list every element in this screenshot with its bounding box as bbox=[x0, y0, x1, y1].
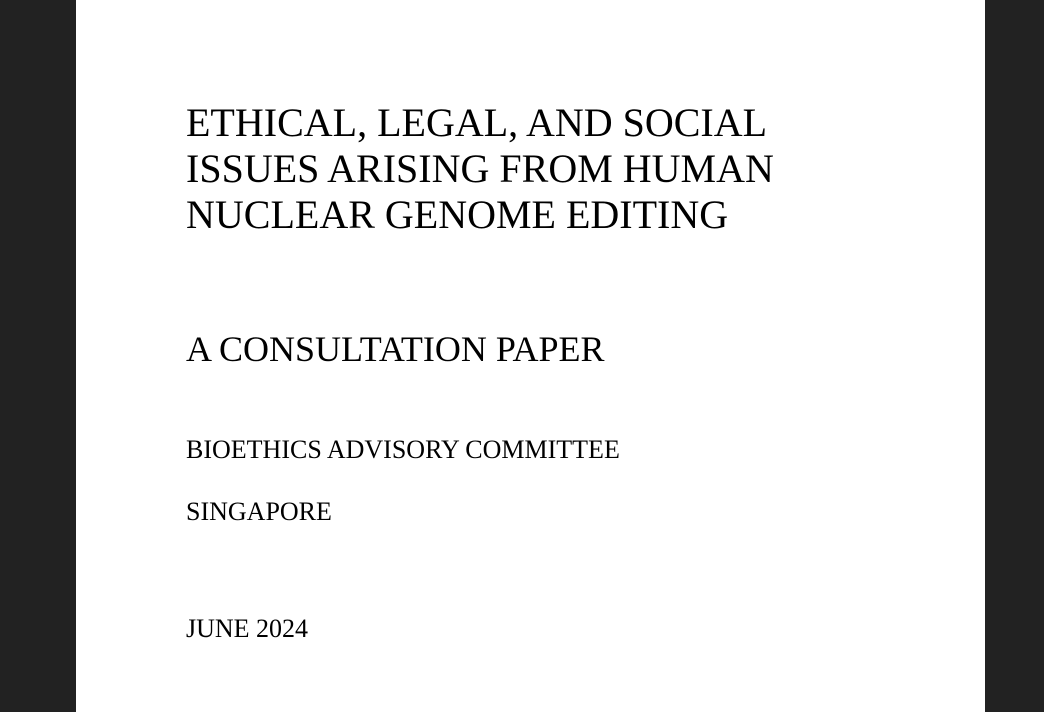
organization-name: BIOETHICS ADVISORY COMMITTEE bbox=[186, 435, 620, 464]
document-title bbox=[186, 100, 774, 238]
document-page[interactable] bbox=[76, 0, 985, 712]
country-name: SINGAPORE bbox=[186, 497, 332, 526]
title-line-2: ISSUES ARISING FROM HUMAN bbox=[186, 146, 774, 191]
publication-date: JUNE 2024 bbox=[186, 614, 309, 643]
title-line-1: ETHICAL, LEGAL, AND SOCIAL bbox=[186, 100, 768, 145]
document-subtitle: A CONSULTATION PAPER bbox=[186, 329, 605, 369]
title-line-3: NUCLEAR GENOME EDITING bbox=[186, 192, 729, 237]
